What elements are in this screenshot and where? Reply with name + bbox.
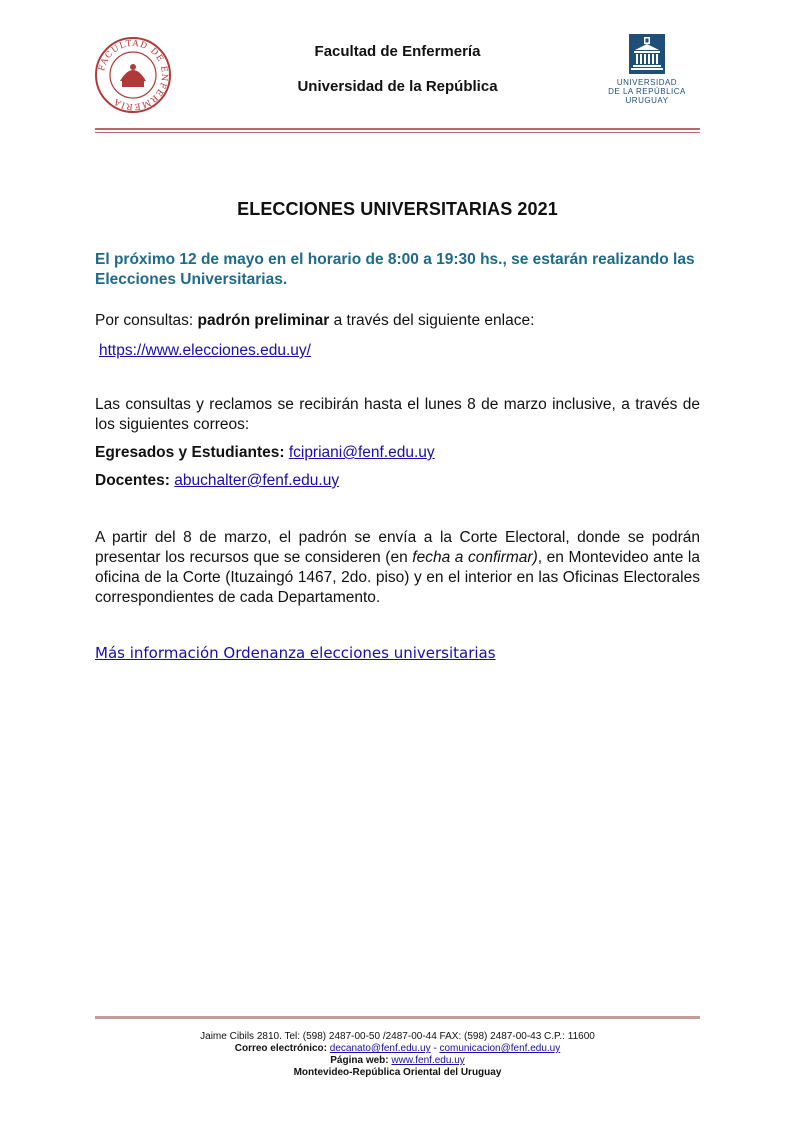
docentes-email-link[interactable]: abuchalter@fenf.edu.uy [174,472,340,489]
decanato-email-link[interactable]: decanato@fenf.edu.uy [329,1043,431,1054]
faculty-seal-logo [94,37,172,113]
faculty-name: Facultad de Enfermería [314,43,481,60]
udelar-text-line1: UNIVERSIDAD [616,78,678,87]
header-divider [95,128,700,130]
udelar-logo [604,34,690,105]
egresados-email-link[interactable]: fcipriani@fenf.edu.uy [288,444,435,461]
footer-web-label: Página web: [330,1055,392,1066]
egresados-label: Egresados y Estudiantes: [95,444,289,461]
padron-preliminar-bold: padrón preliminar [197,312,330,329]
consultas-prefix: Por consultas: [95,312,198,329]
elecciones-link-paragraph [99,341,704,361]
footer-divider [95,1016,700,1019]
footer-address: Jaime Cibils 2810. Tel: (598) 2487-00-50 /2487-00-44 FAX: (598) 2487-00-43 C.P.: 11600 [200,1031,595,1042]
padron-paragraph [95,528,700,608]
comunicacion-email-link[interactable]: comunicacion@fenf.edu.uy [439,1043,561,1054]
consultas-paragraph [95,311,700,331]
padron-italic: fecha a confirmar) [412,549,538,566]
footer-email-separator: - [430,1043,440,1054]
elecciones-link[interactable]: https://www.elecciones.edu.uy/ [99,342,311,359]
university-name: Universidad de la República [297,78,498,95]
website-link[interactable]: www.fenf.edu.uy [391,1055,465,1066]
udelar-text-line3: URUGUAY [625,96,669,105]
udelar-text-line2: DE LA REPÚBLICA [608,87,686,96]
docentes-contact [95,471,700,491]
svg-text:FACULTAD DE ENFERMERIA: FACULTAD DE ENFERMERIA [97,38,170,112]
egresados-contact [95,443,700,463]
padron-part1: A partir del 8 de marzo, el padrón se envía a la Corte Electoral, donde se podrán presentar los recursos que se consideren (en [95,529,700,566]
more-info-paragraph [95,643,700,663]
election-announcement: El próximo 12 de mayo en el horario de 8:00 a 19:30 hs., se estarán realizando las Elecciones Universitarias. [95,251,695,288]
consultas-suffix: a través del siguiente enlace: [329,312,535,329]
page-title: ELECCIONES UNIVERSITARIAS 2021 [237,199,558,219]
footer-email-label: Correo electrónico: [234,1043,330,1054]
padron-part2: , en Montevideo ante la oficina de la Corte (Ituzaingó 1467, 2do. piso) y en el interior en las Oficinas Electorales correspondientes de cada Departamento. [95,549,700,606]
udelar-building-icon [629,34,665,74]
footer-location [95,1067,700,1078]
ordenanza-link[interactable]: Más información Ordenanza elecciones universitarias [95,644,496,662]
header-divider-thin [95,132,700,133]
footer-email-line [95,1043,700,1054]
reclamos-paragraph: Las consultas y reclamos se recibirán hasta el lunes 8 de marzo inclusive, a través de los siguientes correos: [95,396,700,433]
footer-location-text: Montevideo-República Oriental del Uruguay [293,1067,502,1078]
footer-web-line [95,1055,700,1066]
docentes-label: Docentes: [95,472,175,489]
